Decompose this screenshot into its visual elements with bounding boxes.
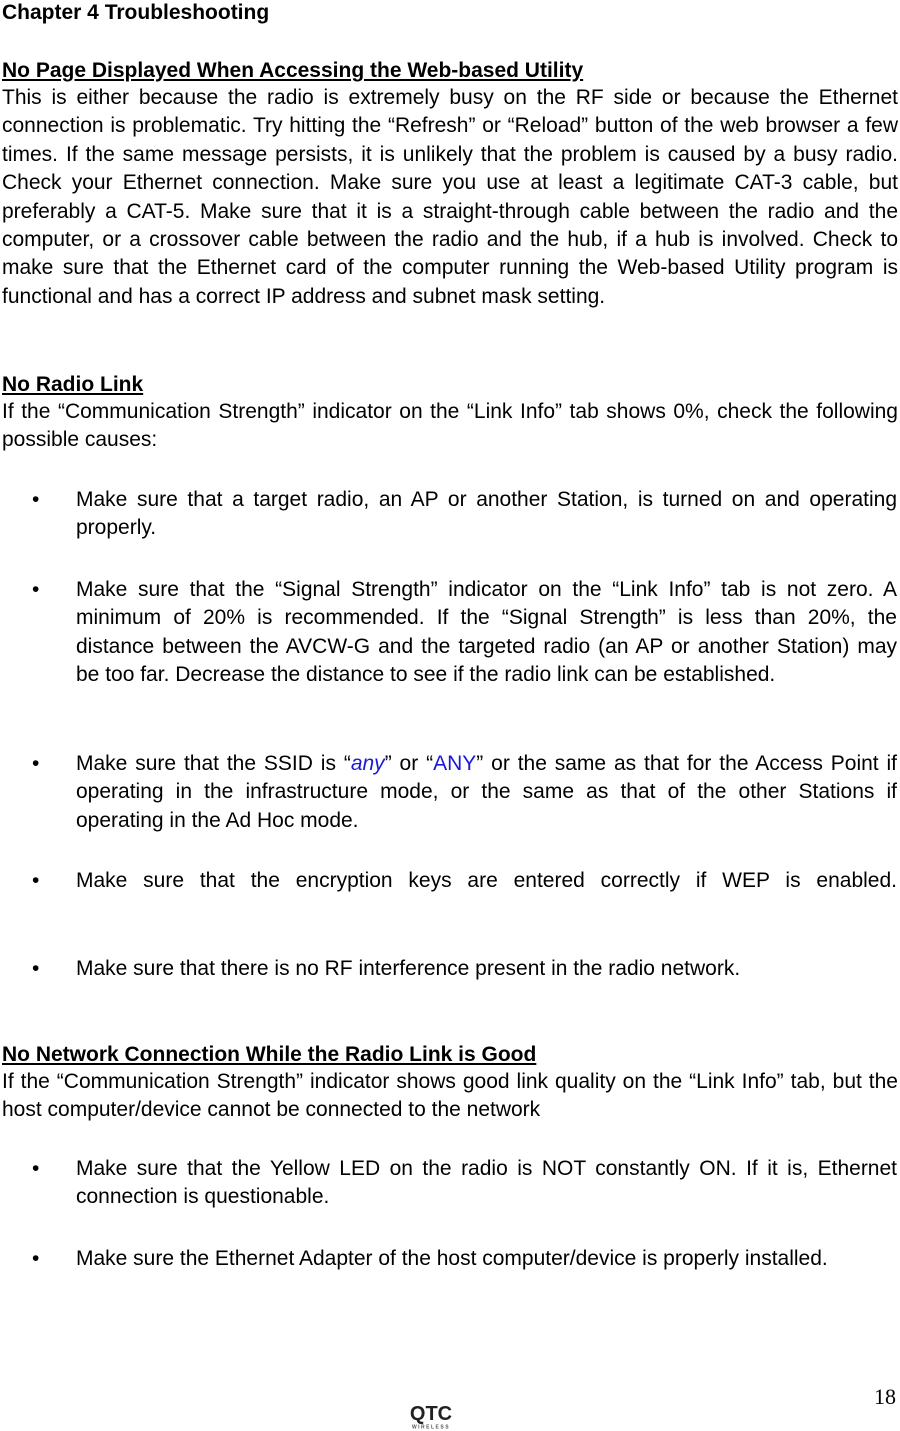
section-no-radio [2, 372, 898, 455]
section-heading: No Page Displayed When Accessing the Web-based Utility [2, 59, 584, 82]
chapter-title: Chapter 4 Troubleshooting [2, 1, 270, 24]
ssid-text-middle: ” or “ [384, 752, 434, 775]
list-item-text: Make sure that the Yellow LED on the radio is NOT constantly ON. If it is, Ethernet connection is questionable. [76, 1157, 897, 1209]
ssid-any-lower: any [350, 752, 385, 775]
list-item-text: Make sure the Ethernet Adapter of the host computer/device is properly installed. [76, 1247, 828, 1270]
bullet-icon: • [32, 869, 40, 892]
section-no-page [2, 58, 898, 311]
section-heading: No Radio Link [2, 373, 144, 396]
bullet-icon: • [32, 957, 40, 980]
ssid-any-upper: ANY [433, 752, 477, 775]
ssid-text-suffix: ” or the same as that for the Access Point if operating in the infrastructure mode, or the same as that of the other Stations if operating in the Ad Hoc mode. [76, 752, 897, 832]
section-no-network [2, 1042, 898, 1125]
section-intro: If the “Communication Strength” indicator on the “Link Info” tab shows 0%, check the following possible causes: [2, 400, 898, 452]
qtc-logo [398, 1400, 464, 1430]
list-item-text: Make sure that there is no RF interference present in the radio network. [76, 957, 741, 980]
list-item-text: Make sure that the encryption keys are entered correctly if WEP is enabled. [76, 869, 897, 892]
section-body: This is either because the radio is extremely busy on the RF side or because the Ethernet connection is problematic. Try hitting the “Refresh” or “Reload” button of the web browser a few times. If the same message persists, it is unlikely that the problem is caused by a busy radio. Check your Ethernet connection. Make sure you use at least a legitimate CAT-3 cable, but preferably a CAT-5. Make sure that it is a straight-through cable between the radio and the computer, or a crossover cable between the radio and the hub, if a hub is involved. Check to make sure that the Ethernet card of the computer running the Web-based Utility program is functional and has a correct IP address and subnet mask setting. [2, 86, 898, 308]
list-item-text: Make sure that a target radio, an AP or another Station, is turned on and operating properly. [76, 488, 897, 540]
logo-subtext: WIRELESS [411, 1424, 451, 1430]
section-heading: No Network Connection While the Radio Link is Good [2, 1043, 537, 1066]
bullet-icon: • [32, 1157, 40, 1180]
bullet-icon: • [32, 1247, 40, 1270]
logo-text: QTC [409, 1403, 453, 1425]
list-item-text [76, 750, 897, 835]
section-intro: If the “Communication Strength” indicator shows good link quality on the “Link Info” tab, but the host computer/device cannot be connected to the network [2, 1070, 898, 1122]
bullet-icon: • [32, 752, 40, 775]
page-number: 18 [874, 1384, 896, 1409]
bullet-icon: • [32, 488, 40, 511]
list-item-text: Make sure that the “Signal Strength” indicator on the “Link Info” tab is not zero. A minimum of 20% is recommended. If the “Signal Strength” is less than 20%, the distance between the AVCW-G and the targeted radio (an AP or another Station) may be too far. Decrease the distance to see if the radio link can be established. [76, 578, 897, 687]
bullet-icon: • [32, 578, 40, 601]
ssid-text-prefix: Make sure that the SSID is “ [76, 752, 351, 775]
